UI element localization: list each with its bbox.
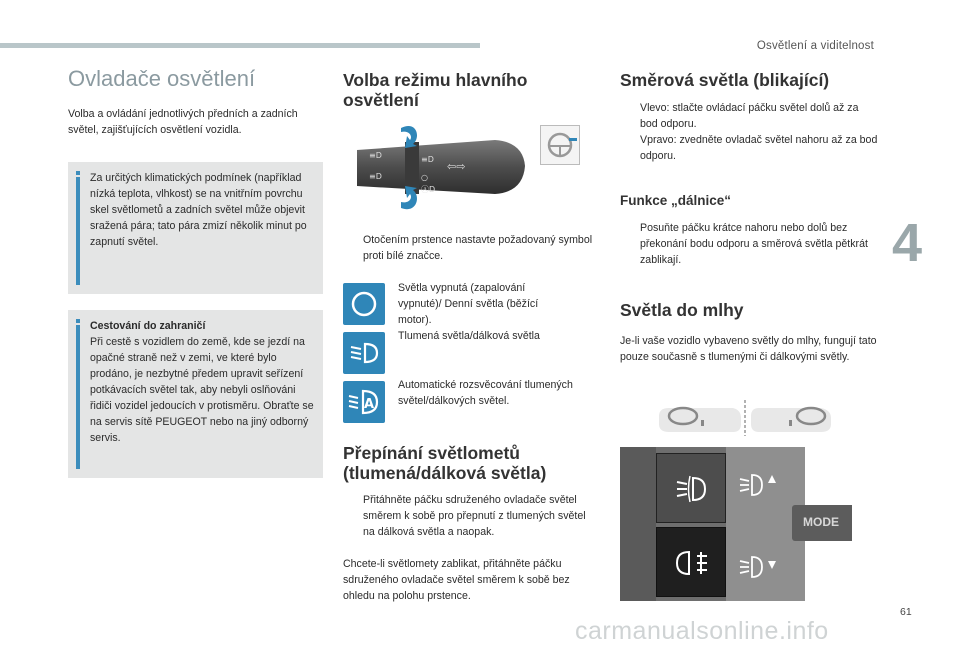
bullet-beam-switch: [343, 492, 598, 540]
auto-lights-icon: [343, 381, 385, 423]
note-title: Cestování do zahraničí: [90, 320, 206, 332]
fog-paragraph: Je-li vaše vozidlo vybaveno světly do mlhy, fungují tato pouze současně s tlumenými či dálkovými světly.: [620, 335, 877, 363]
chapter-number: 4: [892, 213, 923, 273]
icon-auto-lights-label: Automatické rozsvěcování tlumených světel/dálkových světel.: [398, 379, 573, 407]
bullet-left-indicator: [620, 100, 878, 132]
dipped-beam-icon: [343, 332, 385, 374]
column-left: [68, 66, 323, 138]
front-fog-up-icon: [730, 465, 790, 505]
steering-wheel-icon: [541, 126, 579, 164]
svg-text:A: A: [364, 397, 375, 412]
front-fog-down-icon: [730, 547, 790, 587]
info-note-abroad: [68, 310, 323, 478]
info-note-condensation: [68, 162, 323, 294]
bullet-text: Přitáhněte páčku sdruženého ovladače světel směrem k sobě pro přepnutí z tlumených světel na dálková světla a naopak.: [363, 494, 586, 538]
icon-lights-off-box: [343, 283, 385, 325]
column-right: [620, 70, 878, 90]
lights-off-icon: [343, 283, 385, 325]
section-title-motorway: Funkce „dálnice“: [620, 193, 732, 208]
column-middle: [343, 70, 598, 110]
svg-text:○: ○: [421, 173, 428, 182]
chapter-title: Osvětlení a viditelnost: [756, 40, 874, 52]
icon-auto-lights-box: [343, 381, 385, 423]
svg-text:⇦⇨: ⇦⇨: [447, 160, 466, 173]
icon-lights-off-label: Světla vypnutá (zapalování vypnuté)/ Denní světla (běžící motor).: [398, 282, 539, 326]
svg-text:≡D: ≡D: [369, 151, 382, 160]
bullet-marker: [343, 492, 363, 540]
icon-dipped-beam-box: [343, 332, 385, 374]
icon-dipped-beam-label: Tlumená světla/dálková světla: [398, 330, 540, 342]
bullet-right-indicator: [620, 132, 878, 164]
page-title: Ovladače osvětlení: [68, 66, 256, 91]
svg-text:ⒶD: ⒶD: [421, 185, 436, 194]
bullet-marker: [343, 232, 363, 264]
rear-fog-button[interactable]: [656, 527, 726, 597]
note-text: Za určitých klimatických podmínek (například nízká teplota, vlhkost) se na vnitřním povrchu skel světlometů a zadních světel může objevit sražená pára; tato pára zmizí několik minut po zapnutí světel.: [90, 172, 307, 248]
front-fog-button[interactable]: [656, 453, 726, 523]
section-title-main-lighting: Volba režimu hlavního osvětlení: [343, 70, 528, 110]
section-title-indicators: Směrová světla (blikající): [620, 70, 830, 90]
steering-wheel-pair-illustration: [655, 398, 835, 438]
bullet-marker: [620, 220, 640, 268]
svg-text:≡D: ≡D: [421, 155, 434, 164]
header-rule: [0, 43, 480, 48]
note-text: Při cestě s vozidlem do země, kde se jezdí na opačné straně než v zemi, ve které bylo prodáno, je nezbytné předem upravit seřízení potkávacích světel tak, aby nebyli oslňováni řidiči vozidel jedoucích v protisměru. Obraťte se na servis sítě PEUGEOT nebo na jiný odborný servis.: [90, 336, 314, 444]
section-title-fog: Světla do mlhy: [620, 300, 744, 320]
section-title-beam-switch: Přepínání světlometů (tlumená/dálková světla): [343, 443, 547, 483]
mode-label: MODE: [803, 515, 839, 529]
page-number: 61: [900, 606, 912, 618]
light-stalk-illustration: [355, 122, 527, 212]
bullet-text: Otočením prstence nastavte požadovaný symbol proti bílé značce.: [363, 234, 593, 262]
svg-text:≡D: ≡D: [369, 172, 382, 181]
intro-text: Volba a ovládání jednotlivých předních a zadních světel, zajišťujících osvětlení vozidla.: [68, 108, 298, 136]
front-fog-icon: [657, 454, 727, 524]
bullet-motorway: [620, 220, 878, 268]
watermark: carmanualsonline.info: [575, 617, 829, 645]
bullet-text: Vlevo: stlačte ovládací páčku světel dolů až za bod odporu.: [640, 102, 859, 130]
info-icon: [76, 171, 80, 285]
steering-wheel-thumbnail: [540, 125, 580, 165]
rear-fog-icon: [657, 528, 727, 598]
info-icon: [76, 319, 80, 469]
bullet-ring: [343, 232, 598, 264]
bullet-marker: [620, 100, 640, 132]
bullet-text: Posuňte páčku krátce nahoru nebo dolů bez překonání bodu odporu a směrová světla pětkrát zablikají.: [640, 222, 868, 266]
fog-switch-panel: [620, 447, 839, 601]
bullet-text: Vpravo: zvedněte ovladač světel nahoru až za bod odporu.: [640, 134, 878, 162]
bullet-marker: [620, 132, 640, 164]
panel-left-trim: [620, 447, 656, 601]
flash-paragraph: Chcete-li světlomety zablikat, přitáhněte páčku sdruženého ovladače světel směrem k sobě bez ohledu na polohu prstence.: [343, 558, 570, 602]
